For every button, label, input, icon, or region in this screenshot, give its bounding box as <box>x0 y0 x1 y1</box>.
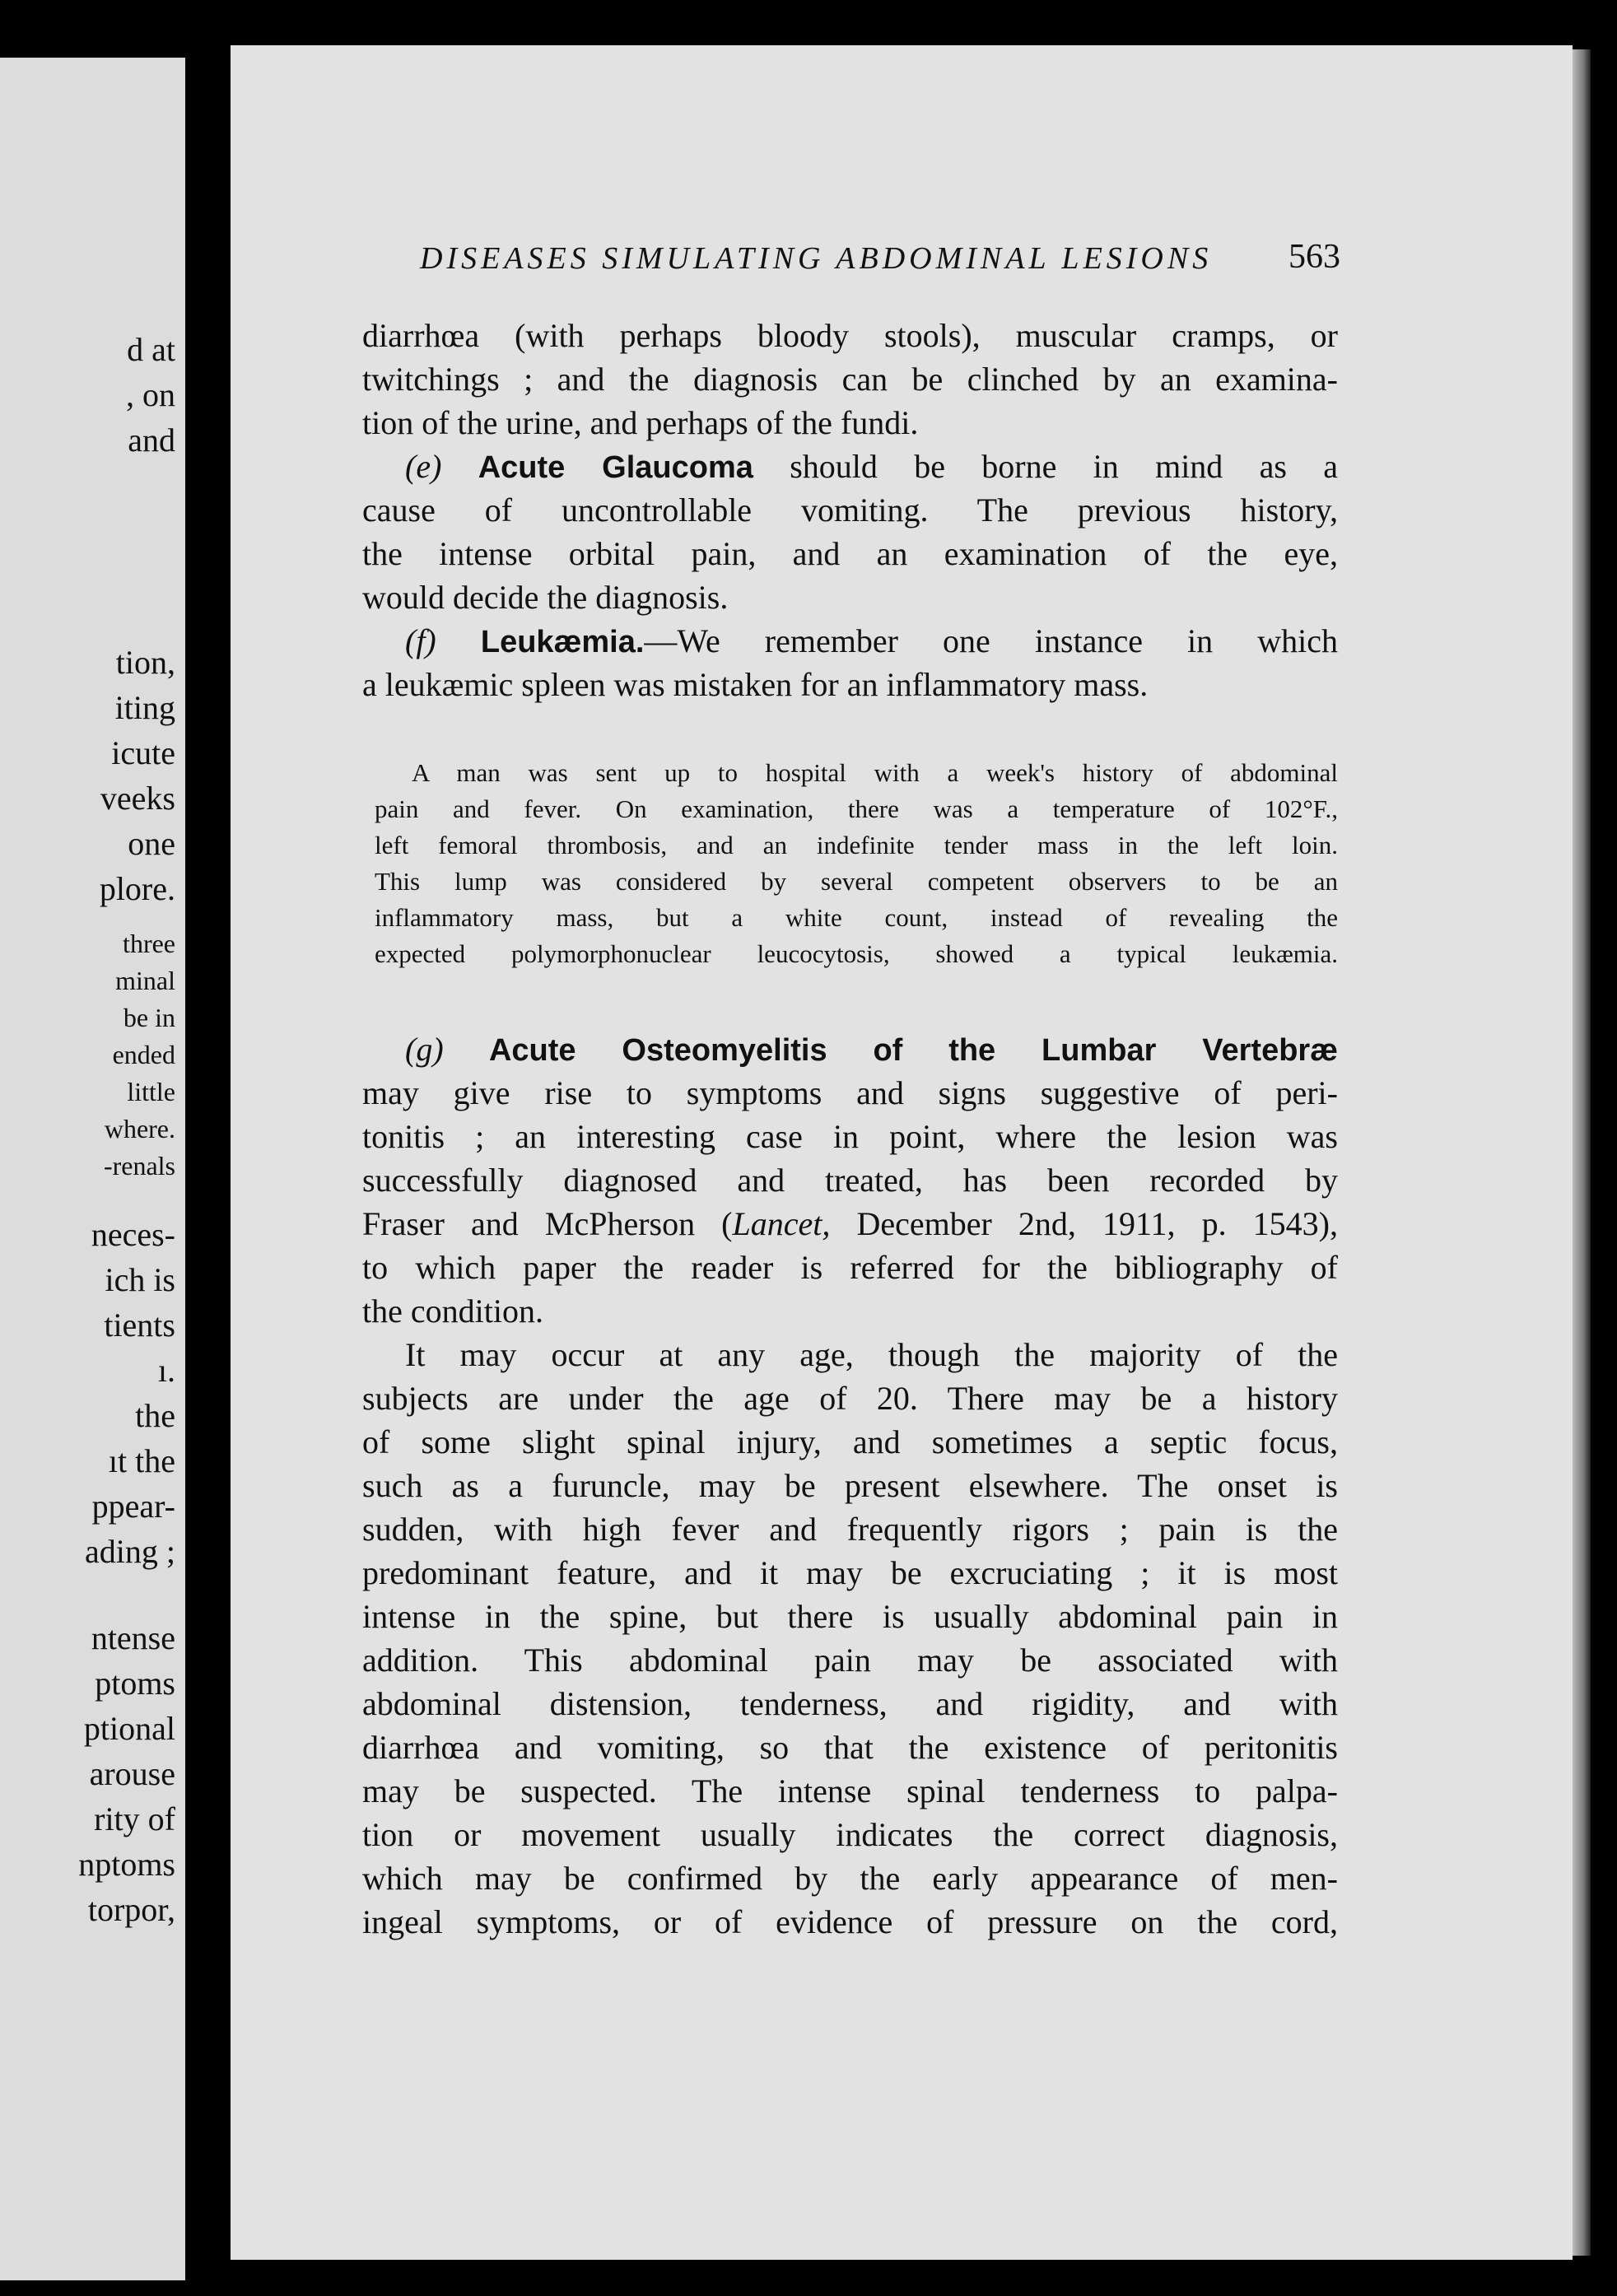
left-line: ading ; <box>85 1533 175 1570</box>
left-line: where. <box>104 1114 175 1143</box>
section-e-text: should be borne in mind as a <box>790 448 1339 485</box>
citation-line <box>362 1205 1339 1242</box>
left-line: the <box>135 1397 175 1434</box>
right-page <box>231 45 1573 2260</box>
section-e-first-line <box>405 450 1338 483</box>
left-line: icute <box>111 734 175 771</box>
left-line: ıt the <box>108 1442 175 1479</box>
text-line: sudden, with high fever and frequently rigors ; pain is the <box>362 1511 1338 1548</box>
text-line: to which paper the reader is referred for the bibliography of <box>362 1249 1338 1286</box>
left-line: veeks <box>100 780 175 817</box>
book-gutter <box>185 41 231 2296</box>
left-line: be in <box>123 1003 175 1032</box>
left-line: , on <box>126 376 175 413</box>
running-head: DISEASES SIMULATING ABDOMINAL LESIONS <box>420 241 1213 276</box>
text-line: which may be confirmed by the early appearance of men- <box>362 1860 1338 1897</box>
page-edge-shadow <box>1573 49 1591 2256</box>
case-note-line: left femoral thrombosis, and an indefinite tender mass in the left loin. <box>375 831 1338 859</box>
left-line: and <box>128 421 175 459</box>
section-e-heading: Acute Glaucoma <box>478 450 753 485</box>
left-line: tion, <box>115 644 175 681</box>
left-line: nptoms <box>78 1846 175 1883</box>
case-note-line: pain and fever. On examination, there was a temperature of 102°F., <box>375 794 1338 823</box>
case-note-line: A man was sent up to hospital with a week's history of abdominal <box>412 758 1338 787</box>
text-line: successfully diagnosed and treated, has been recorded by <box>362 1162 1338 1199</box>
left-page-fragment <box>0 58 185 2280</box>
left-line: arouse <box>89 1755 175 1792</box>
text-line: would decide the diagnosis. <box>362 579 729 616</box>
text-line: diarrhœa and vomiting, so that the existence of peritonitis <box>362 1729 1338 1766</box>
section-e-label: (e) <box>405 448 442 485</box>
citation-details: December 2nd, 1911, p. 1543), <box>830 1205 1339 1242</box>
case-note-line: expected polymorphonuclear leucocytosis, showed a typical leukæmia. <box>375 939 1338 968</box>
left-line: neces- <box>91 1216 175 1253</box>
left-line: d at <box>127 331 175 368</box>
text-line: tonitis ; an interesting case in point, where the lesion was <box>362 1118 1338 1155</box>
left-line: ich is <box>105 1261 175 1298</box>
left-line: ntense <box>91 1619 175 1656</box>
text-line: may be suspected. The intense spinal tenderness to palpa- <box>362 1772 1338 1809</box>
text-line: tion of the urine, and perhaps of the fundi. <box>362 404 919 441</box>
citation-authors: Fraser and McPherson ( <box>362 1205 733 1242</box>
left-line: plore. <box>99 870 175 907</box>
text-line: a leukæmic spleen was mistaken for an inflammatory mass. <box>362 666 1149 703</box>
left-line: tients <box>104 1306 175 1344</box>
text-line: diarrhœa (with perhaps bloody stools), muscular cramps, or <box>362 317 1338 354</box>
text-line: the intense orbital pain, and an examination of the eye, <box>362 535 1338 572</box>
left-line: one <box>128 825 175 862</box>
left-line: rity of <box>94 1800 175 1837</box>
left-line: ppear- <box>91 1488 175 1525</box>
left-line: ptional <box>83 1710 175 1747</box>
text-line: of some slight spinal injury, and sometimes a septic focus, <box>362 1423 1338 1460</box>
text-line: such as a furuncle, may be present elsewhere. The onset is <box>362 1467 1338 1504</box>
text-line: predominant feature, and it may be excruciating ; it is most <box>362 1554 1338 1591</box>
text-line: It may occur at any age, though the majority of the <box>405 1336 1338 1373</box>
text-line: addition. This abdominal pain may be associated with <box>362 1642 1338 1679</box>
left-line: iting <box>114 689 175 726</box>
text-line: subjects are under the age of 20. There may be a history <box>362 1380 1338 1417</box>
citation-journal: Lancet, <box>732 1205 831 1242</box>
section-g-heading: Acute Osteomyelitis of the Lumbar Vertebræ <box>488 1033 1339 1068</box>
text-line: ingeal symptoms, or of evidence of pressure on the cord, <box>362 1903 1338 1940</box>
text-line: the condition. <box>362 1292 543 1330</box>
left-line: ptoms <box>95 1665 175 1702</box>
text-line: tion or movement usually indicates the correct diagnosis, <box>362 1816 1338 1853</box>
page-number: 563 <box>1288 238 1340 276</box>
left-line: ı. <box>157 1352 175 1389</box>
section-f-heading: Leukæmia. <box>480 625 645 659</box>
section-f-label: (f) <box>405 622 436 659</box>
left-line: -renals <box>103 1151 175 1181</box>
text-line: twitchings ; and the diagnosis can be clinched by an examina- <box>362 361 1338 398</box>
section-g-first-line <box>405 1033 1338 1066</box>
section-g-label: (g) <box>405 1031 444 1068</box>
left-line: minal <box>115 966 175 995</box>
left-line: three <box>123 929 175 958</box>
section-f-first-line <box>405 622 1339 659</box>
left-line: torpor, <box>87 1891 175 1928</box>
text-line: may give rise to symptoms and signs suggestive of peri- <box>362 1074 1338 1111</box>
text-line: cause of uncontrollable vomiting. The previous history, <box>362 491 1338 529</box>
text-line: intense in the spine, but there is usually abdominal pain in <box>362 1598 1338 1635</box>
left-line: little <box>127 1077 175 1106</box>
left-line: ended <box>112 1040 175 1069</box>
text-line: abdominal distension, tenderness, and rigidity, and with <box>362 1685 1338 1722</box>
case-note-line: This lump was considered by several competent observers to be an <box>375 867 1338 896</box>
section-f-text: —We remember one instance in which <box>644 622 1339 659</box>
case-note-line: inflammatory mass, but a white count, instead of revealing the <box>375 903 1338 932</box>
